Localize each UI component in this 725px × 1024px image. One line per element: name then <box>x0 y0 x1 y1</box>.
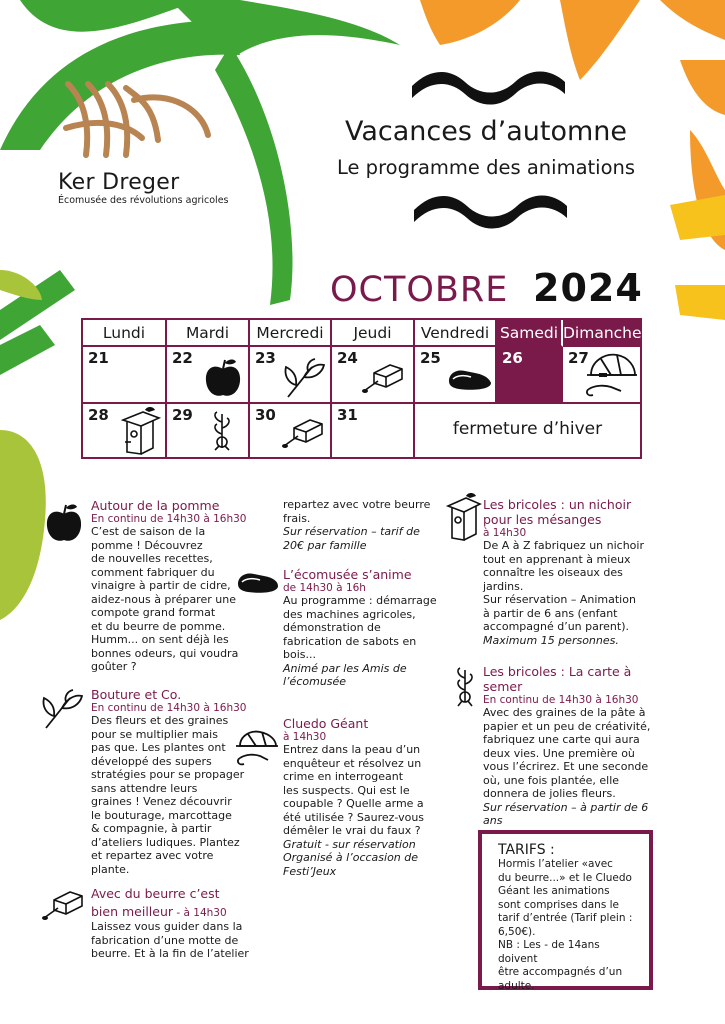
text-line: fabrication de sabots en <box>283 634 417 648</box>
day-cell <box>83 347 167 404</box>
day-number: 29 <box>172 406 193 424</box>
activity-title: Cluedo Géant <box>283 716 369 731</box>
day-cell <box>563 347 640 404</box>
text-line: l’écomusée <box>283 675 347 688</box>
activity-title: pour les mésanges <box>483 512 602 527</box>
text-line: du beurre...» et le Cluedo <box>498 871 632 884</box>
activity-title: semer <box>483 679 523 694</box>
day-number: 28 <box>88 406 109 424</box>
activity-description <box>91 920 266 961</box>
text-line: Hormis l’atelier «avec <box>498 858 613 870</box>
text-line: aidez-nous à préparer une <box>91 592 236 606</box>
activity-time: à 14h30 <box>483 527 527 539</box>
apple-icon <box>44 502 84 544</box>
day-number: 25 <box>420 349 441 367</box>
text-line: Organisé à l’occasion de <box>283 851 419 864</box>
activity-time: En continu de 14h30 à 16h30 <box>91 513 247 525</box>
text-line: plante. <box>91 862 130 876</box>
text-line: Humm... on sent déjà les <box>91 633 229 646</box>
text-line: et du beurre de pomme. <box>91 619 226 633</box>
activity-note <box>283 525 453 552</box>
text-line: Avec des graines de la pâte à <box>483 706 646 719</box>
detective-hat-icon <box>581 349 639 401</box>
text-line: démonstration de <box>283 621 381 634</box>
closed-label: fermeture d’hiver <box>452 419 603 439</box>
text-line: frais. <box>283 511 311 525</box>
text-line: et repartez avec votre <box>91 849 214 862</box>
text-line: pour se multiplier mais <box>91 727 218 741</box>
day-cell <box>250 347 332 404</box>
text-line: stratégies pour se propager <box>91 768 245 781</box>
text-line: vous l’écrirez. Et une seconde <box>483 760 649 773</box>
apple-icon <box>203 357 243 399</box>
activity-time: En continu de 14h30 à 16h30 <box>483 694 639 706</box>
text-line: Animé par les Amis de <box>283 661 407 675</box>
text-line: coupable ? Quelle arme a <box>283 797 424 810</box>
day-header-vendredi: Vendredi <box>415 320 497 347</box>
activity-nichoir <box>483 497 653 647</box>
text-line: papier et un peu de créativité, <box>483 719 651 733</box>
text-line: Gratuit - sur réservation <box>283 837 416 851</box>
tarifs-text <box>498 858 640 993</box>
birdhouse-icon <box>446 492 482 542</box>
day-number: 30 <box>255 406 276 424</box>
text-line: pas que. Les plantes ont <box>91 741 226 754</box>
tarifs-box <box>478 830 653 990</box>
day-number: 22 <box>172 349 193 367</box>
text-line: ans <box>483 814 503 827</box>
text-line: où, une fois plantée, elle <box>483 773 620 787</box>
text-line: goûter ? <box>91 660 137 673</box>
text-line: de nouvelles recettes, <box>91 552 213 565</box>
text-line: enquêteur et résolvez un <box>283 756 422 770</box>
activity-time: de 14h30 à 16h <box>283 582 366 594</box>
day-cell <box>167 347 250 404</box>
text-line: fabriquez une carte qui aura <box>483 733 640 746</box>
seedling-card-icon <box>452 664 478 710</box>
activity-time: En continu de 14h30 à 16h30 <box>91 702 247 714</box>
day-cell <box>332 404 415 457</box>
activity-bouture <box>91 687 261 876</box>
text-line: Sur réservation – Animation <box>483 593 636 606</box>
activity-description <box>483 539 653 634</box>
detective-hat-icon <box>234 728 280 768</box>
butter-icon <box>360 359 404 395</box>
text-line: d’ateliers ludiques. Plantez <box>91 835 240 849</box>
activity-note <box>283 838 458 879</box>
page-title: Vacances d’automne <box>344 116 628 147</box>
text-line: accompagné d’un parent). <box>483 620 629 633</box>
text-line: pomme ! Découvrez <box>91 538 203 552</box>
day-cell <box>83 404 167 457</box>
text-line: fabrication d’une motte de <box>91 933 239 947</box>
activity-title: Bouture et Co. <box>91 687 182 702</box>
text-line: C’est de saison de la <box>91 525 206 538</box>
day-number: 21 <box>88 349 109 367</box>
text-line: bois... <box>283 648 316 661</box>
activity-cluedo <box>283 716 458 878</box>
text-line: Festi’Jeux <box>283 864 337 878</box>
text-line: être accompagnés d’un <box>498 966 623 978</box>
activity-title: bien meilleur <box>91 904 174 919</box>
text-line: sont comprises dans le <box>498 898 620 911</box>
text-line: De A à Z fabriquez un nichoir <box>483 539 644 552</box>
activity-title: Les bricoles : un nichoir <box>483 497 632 512</box>
activity-title: L’écomusée s’anime <box>283 567 412 582</box>
clog-icon <box>236 568 280 598</box>
activity-title: Autour de la pomme <box>91 498 220 513</box>
org-name: Ker Dreger <box>58 170 180 195</box>
text-line: & compagnie, à partir <box>91 822 212 835</box>
activity-note <box>283 662 458 689</box>
activity-beurre-continued <box>283 498 453 552</box>
activity-description <box>91 525 261 674</box>
text-line: vinaigre à partir de cidre, <box>91 579 231 592</box>
text-line: NB : Les - de 14ans doivent <box>498 939 600 965</box>
day-cell <box>415 347 497 404</box>
seedling-card-icon <box>207 408 237 454</box>
text-line: adulte. <box>498 979 535 992</box>
text-line: Au programme : démarrage <box>283 594 437 607</box>
activity-note <box>483 801 653 828</box>
text-line: beurre. Et à la fin de l’atelier <box>91 947 249 960</box>
butter-icon <box>280 414 324 450</box>
birdhouse-icon <box>119 406 163 456</box>
text-line: Entrez dans la peau d’un <box>283 743 421 756</box>
year-label: 2024 <box>533 266 643 310</box>
text-line: compote grand format <box>91 606 216 619</box>
day-header-samedi: Samedi <box>497 320 563 347</box>
butter-icon <box>40 886 84 922</box>
text-line: Sur réservation – tarif de <box>283 525 420 538</box>
day-header-mercredi: Mercredi <box>250 320 332 347</box>
text-line: à partir de 6 ans (enfant <box>483 606 618 620</box>
day-number: 26 <box>502 349 523 367</box>
text-line: jardins. <box>483 579 524 593</box>
text-line: Des fleurs et des graines <box>91 714 229 727</box>
text-line: des machines agricoles, <box>283 607 416 621</box>
activity-description <box>283 743 458 838</box>
activity-description <box>283 594 458 662</box>
activity-anime <box>283 567 458 689</box>
day-cell <box>332 347 415 404</box>
ker-dreger-logo <box>62 80 214 170</box>
text-line: donnera de jolies fleurs. <box>483 787 616 800</box>
day-header-dimanche: Dimanche <box>563 320 640 347</box>
activity-title: Avec du beurre c’est <box>91 886 220 901</box>
activity-description <box>283 498 453 525</box>
text-line: Sur réservation – à partir de 6 <box>483 800 649 814</box>
activity-carte <box>483 664 653 828</box>
day-cell <box>250 404 332 457</box>
org-tagline: Écomusée des révolutions agricoles <box>58 195 229 206</box>
text-line: deux vies. Une première où <box>483 746 635 760</box>
sprout-icon <box>40 686 86 730</box>
month-label: OCTOBRE <box>330 270 509 310</box>
text-line: connaître les oiseaux des <box>483 566 623 579</box>
clog-icon <box>445 365 493 395</box>
text-line: comment fabriquer du <box>91 565 215 579</box>
day-number: 24 <box>337 349 358 367</box>
text-line: le bouturage, marcottage <box>91 808 232 822</box>
text-line: les suspects. Qui est le <box>283 783 410 797</box>
text-line: graines ! Venez découvrir <box>91 795 232 808</box>
text-line: Laissez vous guider dans la <box>91 920 243 933</box>
day-header-mardi: Mardi <box>167 320 250 347</box>
text-line: tarif d’entrée (Tarif plein : <box>498 912 633 924</box>
activity-time: à 14h30 <box>283 731 327 743</box>
text-line: développé des supers <box>91 754 212 768</box>
day-header-jeudi: Jeudi <box>332 320 415 347</box>
calendar <box>81 318 642 459</box>
day-number: 23 <box>255 349 276 367</box>
activity-title: Les bricoles : La carte à <box>483 664 632 679</box>
activity-time: - à 14h30 <box>173 907 227 919</box>
text-line: démêler le vrai du faux ? <box>283 824 421 837</box>
text-line: repartez avec votre beurre <box>283 498 431 511</box>
day-cell <box>167 404 250 457</box>
text-line: été utilisée ? Saurez-vous <box>283 810 425 824</box>
day-cell-closed <box>497 347 563 404</box>
day-number: 31 <box>337 406 358 424</box>
day-header-lundi: Lundi <box>83 320 167 347</box>
activity-beurre <box>91 886 266 961</box>
text-line: crime en interrogeant <box>283 770 404 783</box>
activity-description <box>483 706 653 801</box>
text-line: bonnes odeurs, qui voudra <box>91 646 239 660</box>
text-line: 6,50€). <box>498 925 536 938</box>
text-line: Géant les animations <box>498 885 610 897</box>
text-line: sans attendre leurs <box>91 781 198 795</box>
text-line: 20€ par famille <box>283 538 367 552</box>
tarifs-heading: TARIFS : <box>498 842 555 858</box>
text-line: tout en apprenant à mieux <box>483 552 631 566</box>
day-number: 27 <box>568 349 589 367</box>
page-subtitle: Le programme des animations <box>336 156 636 179</box>
sprout-icon <box>282 357 326 399</box>
activity-note: Maximum 15 personnes. <box>483 633 619 647</box>
